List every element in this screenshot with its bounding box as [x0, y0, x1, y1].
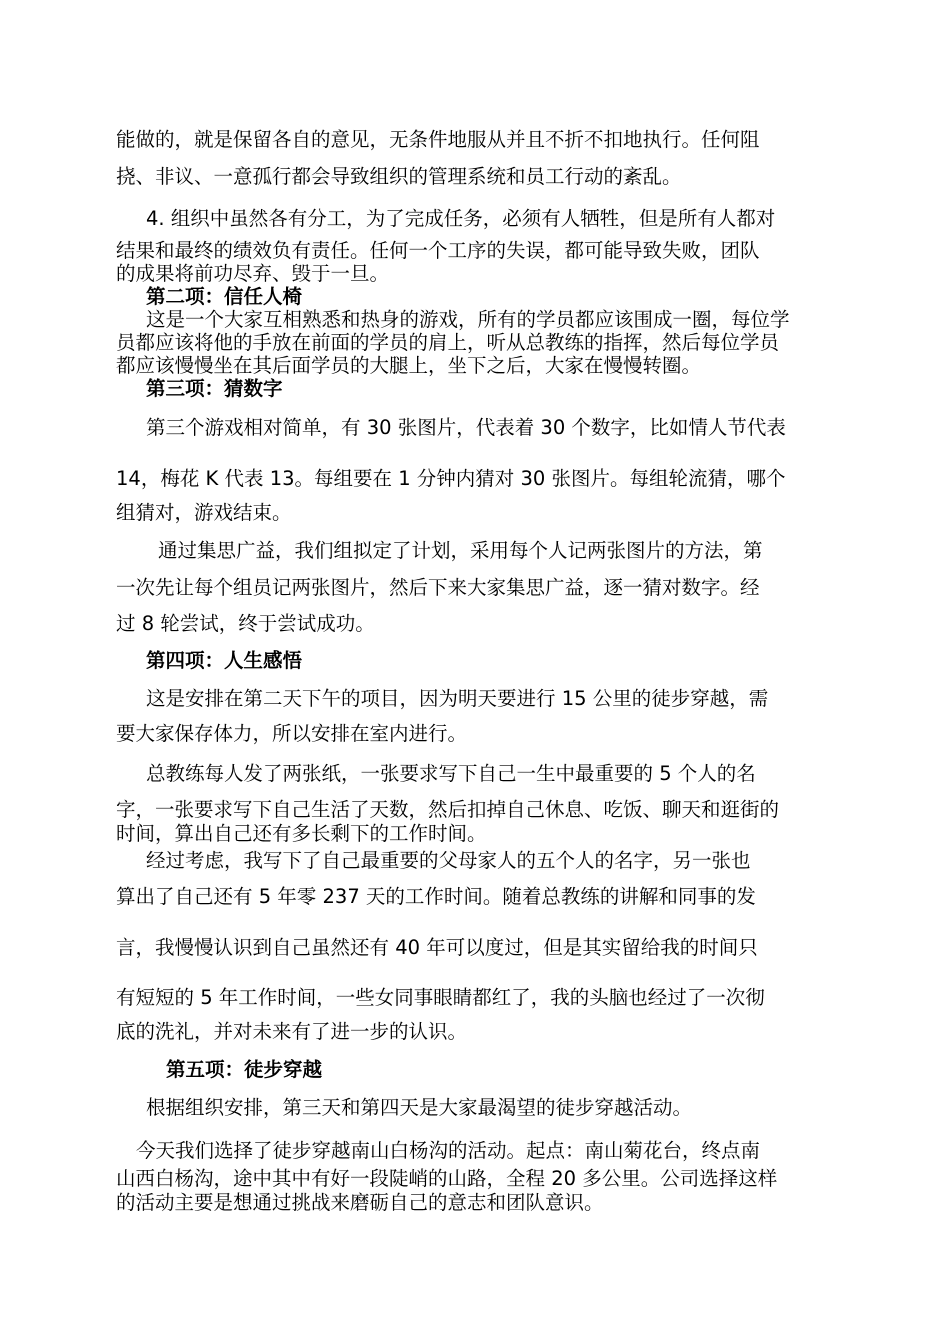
paragraph-line: 的活动主要是想通过挑战来磨砺自己的意志和团队意识。 [116, 1191, 604, 1214]
paragraph-line: 都应该慢慢坐在其后面学员的大腿上，坐下之后，大家在慢慢转圈。 [116, 354, 702, 377]
paragraph-line: 时间，算出自己还有多长剩下的工作时间。 [116, 822, 487, 845]
paragraph-line: 挠、非议、一意孤行都会导致组织的管理系统和员工行动的紊乱。 [116, 165, 682, 188]
paragraph-line: 字，一张要求写下自己生活了天数，然后扣掉自己休息、吃饭、聊天和逛街的 [116, 798, 780, 821]
paragraph-line: 过 8 轮尝试，终于尝试成功。 [116, 612, 375, 635]
paragraph-line: 今天我们选择了徒步穿越南山白杨沟的活动。起点：南山菊花台，终点南 [136, 1139, 761, 1162]
paragraph-line: 这是安排在第二天下午的项目，因为明天要进行 15 公里的徒步穿越，需 [146, 687, 769, 710]
paragraph-line: 一次先让每个组员记两张图片，然后下来大家集思广益，逐一猜对数字。经 [116, 576, 760, 599]
paragraph-line: 的成果将前功尽弃、毁于一旦。 [116, 262, 390, 285]
paragraph-line: 算出了自己还有 5 年零 237 天的工作时间。随着总教练的讲解和同事的发 [116, 885, 756, 908]
paragraph-line: 要大家保存体力，所以安排在室内进行。 [116, 722, 468, 745]
paragraph-line: 总教练每人发了两张纸，一张要求写下自己一生中最重要的 5 个人的名 [146, 762, 756, 785]
paragraph-line: 山西白杨沟，途中其中有好一段陡峭的山路，全程 20 多公里。公司选择这样 [116, 1167, 778, 1190]
paragraph-line: 言，我慢慢认识到自己虽然还有 40 年可以度过，但是其实留给我的时间只 [116, 936, 758, 959]
paragraph-line: 第三个游戏相对简单，有 30 张图片，代表着 30 个数字，比如情人节代表 [146, 416, 786, 439]
paragraph-line: 能做的，就是保留各自的意见，无条件地服从并且不折不扣地执行。任何阻 [116, 128, 760, 151]
section-heading: 第五项：徒步穿越 [166, 1058, 323, 1081]
paragraph-line: 结果和最终的绩效负有责任。任何一个工序的失误，都可能导致失败，团队 [116, 239, 760, 262]
paragraph-line: 经过考虑，我写下了自己最重要的父母家人的五个人的名字，另一张也 [146, 849, 751, 872]
paragraph-line: 这是一个大家互相熟悉和热身的游戏，所有的学员都应该围成一圈，每位学 [146, 308, 790, 331]
paragraph-line: 通过集思广益，我们组拟定了计划，采用每个人记两张图片的方法，第 [158, 539, 763, 562]
section-heading: 第二项：信任人椅 [146, 285, 303, 308]
section-heading: 第四项：人生感悟 [146, 649, 303, 672]
paragraph-line: 有短短的 5 年工作时间，一些女同事眼睛都红了，我的头脑也经过了一次彻 [116, 986, 765, 1009]
paragraph-line: 员都应该将他的手放在前面的学员的肩上，听从总教练的指挥，然后每位学员 [116, 331, 780, 354]
paragraph-line: 组猜对，游戏结束。 [116, 501, 292, 524]
paragraph-line: 14，梅花 K 代表 13。每组要在 1 分钟内猜对 30 张图片。每组轮流猜，哪个 [116, 467, 786, 490]
section-heading: 第三项：猜数字 [146, 377, 283, 400]
paragraph-line: 4. 组织中虽然各有分工，为了完成任务，必须有人牺牲，但是所有人都对 [146, 207, 776, 230]
paragraph-line: 底的洗礼，并对未来有了进一步的认识。 [116, 1020, 468, 1043]
paragraph-line: 根据组织安排，第三天和第四天是大家最渴望的徒步穿越活动。 [146, 1096, 693, 1119]
